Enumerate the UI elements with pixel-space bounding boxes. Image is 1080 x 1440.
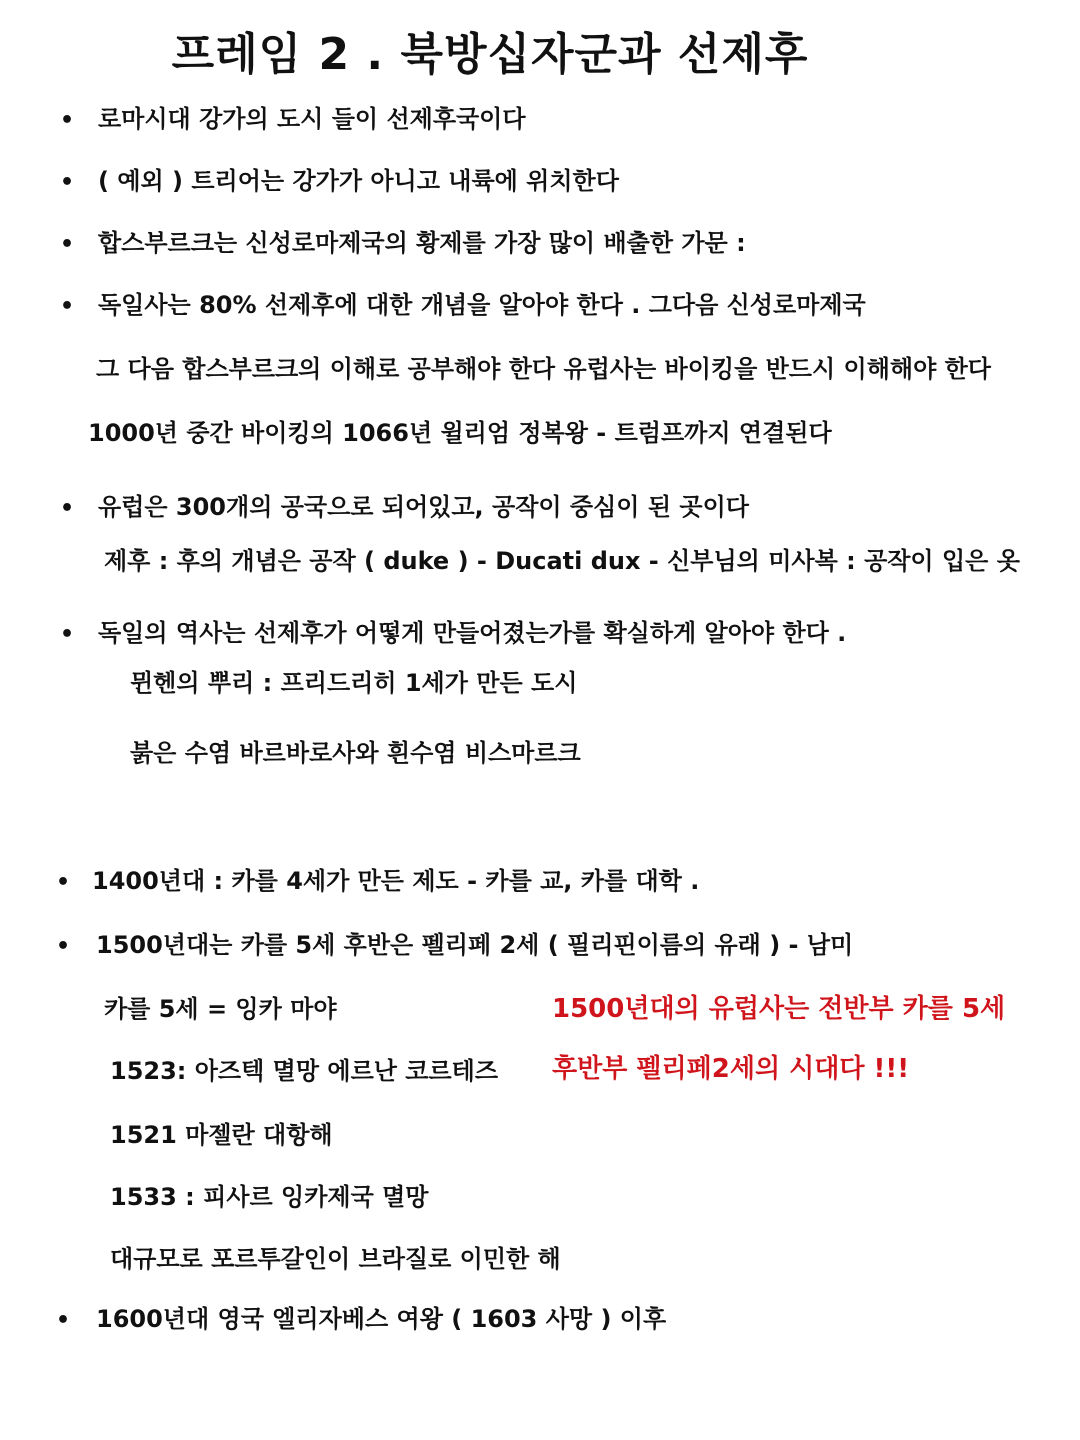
bullet-marker: • xyxy=(60,108,75,133)
highlight-note-line1: 1500년대의 유럽사는 전반부 카를 5세 xyxy=(552,994,1006,1024)
bullet-marker: • xyxy=(56,870,71,895)
list-item-continuation: 뮌헨의 뿌리 : 프리드리히 1세가 만든 도시 xyxy=(130,669,578,697)
bullet-marker: • xyxy=(60,232,75,257)
list-item-continuation: 1523: 아즈텍 멸망 에르난 코르테즈 xyxy=(110,1057,499,1085)
bullet-marker: • xyxy=(60,294,75,319)
list-item: 1500년대는 카를 5세 후반은 펠리페 2세 ( 필리핀이름의 유래 ) - 남미 xyxy=(96,931,854,959)
list-item: 합스부르크는 신성로마제국의 황제를 가장 많이 배출한 가문 : xyxy=(98,229,746,257)
list-item: 로마시대 강가의 도시 들이 선제후국이다 xyxy=(98,105,526,133)
list-item: 1400년대 : 카를 4세가 만든 제도 - 카를 교, 카를 대학 . xyxy=(92,867,700,895)
list-item: 유럽은 300개의 공국으로 되어있고, 공작이 중심이 된 곳이다 xyxy=(98,493,749,521)
list-item-continuation: 제후 : 후의 개념은 공작 ( duke ) - Ducati dux - 신부님의 미사복 : 공작이 입은 옷 xyxy=(104,547,1020,575)
highlight-note-line2: 후반부 펠리페2세의 시대다 !!! xyxy=(552,1054,910,1084)
list-item: 독일사는 80% 선제후에 대한 개념을 알아야 한다 . 그다음 신성로마제국 xyxy=(98,291,866,319)
bullet-marker: • xyxy=(56,1308,71,1333)
list-item: ( 예외 ) 트리어는 강가가 아니고 내륙에 위치한다 xyxy=(98,167,619,195)
list-item-continuation: 붉은 수염 바르바로사와 흰수염 비스마르크 xyxy=(130,739,581,767)
list-item-continuation: 1000년 중간 바이킹의 1066년 윌리엄 정복왕 - 트럼프까지 연결된다 xyxy=(88,419,832,447)
list-item-continuation: 1521 마젤란 대항해 xyxy=(110,1121,333,1149)
bullet-marker: • xyxy=(60,496,75,521)
list-item-continuation: 그 다음 합스부르크의 이해로 공부해야 한다 유럽사는 바이킹을 반드시 이해해야 한다 xyxy=(96,355,991,383)
list-item-continuation: 1533 : 피사르 잉카제국 멸망 xyxy=(110,1183,429,1211)
list-item-continuation: 카를 5세 = 잉카 마야 xyxy=(104,995,337,1023)
bullet-marker: • xyxy=(56,934,71,959)
page-title: 프레임 2 . 북방십자군과 선제후 xyxy=(171,29,809,80)
list-item: 독일의 역사는 선제후가 어떻게 만들어졌는가를 확실하게 알아야 한다 . xyxy=(98,619,847,647)
list-item-continuation: 대규모로 포르투갈인이 브라질로 이민한 해 xyxy=(110,1245,561,1273)
bullet-marker: • xyxy=(60,622,75,647)
list-item: 1600년대 영국 엘리자베스 여왕 ( 1603 사망 ) 이후 xyxy=(96,1305,667,1333)
bullet-marker: • xyxy=(60,170,75,195)
